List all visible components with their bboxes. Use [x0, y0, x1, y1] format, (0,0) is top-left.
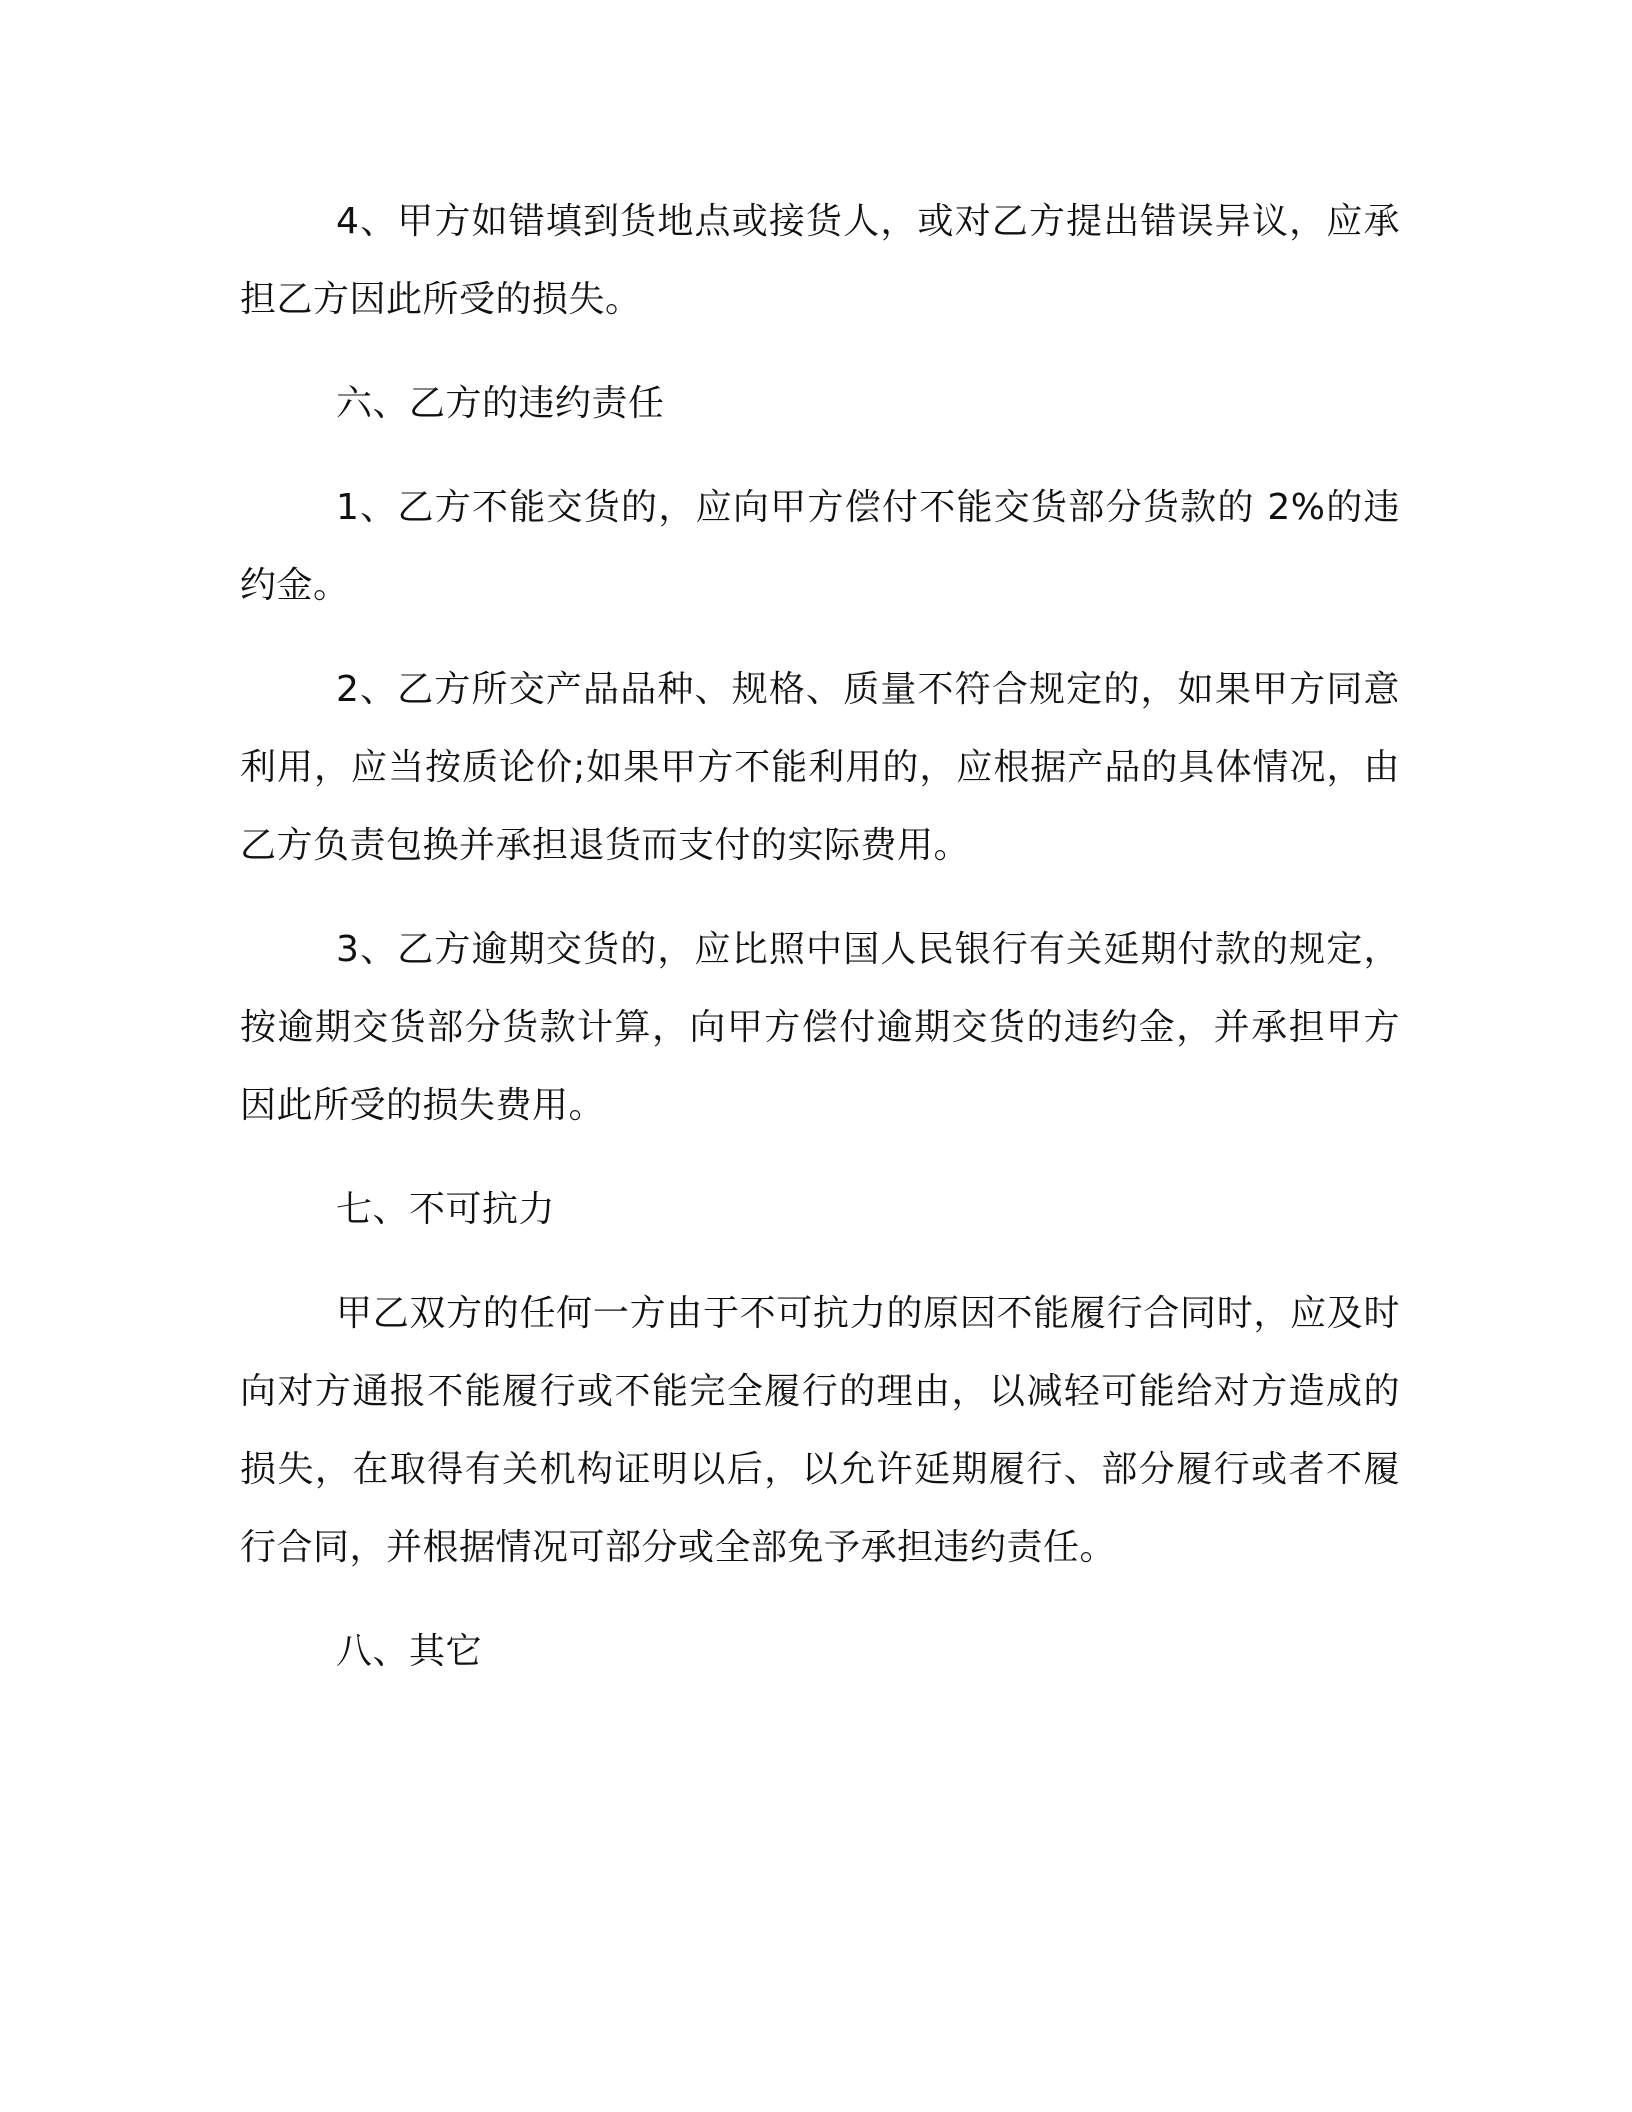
section-6-heading: 六、乙方的违约责任: [336, 383, 665, 424]
clause-6-2: 2、乙方所交产品品种、规格、质量不符合规定的，如果甲方同意利用，应当按质论价;如果甲方不能利用的，应根据产品的具体情况，由乙方负责包换并承担退货而支付的实际费用。: [240, 669, 1400, 866]
clause-6-1: 1、乙方不能交货的，应向甲方偿付不能交货部分货款的 2%的违约金。: [240, 487, 1400, 606]
clause-5-4: 4、甲方如错填到货地点或接货人，或对乙方提出错误异议，应承担乙方因此所受的损失。: [240, 201, 1400, 320]
section-8-heading: 八、其它: [336, 1631, 483, 1672]
clause-7-body: 甲乙双方的任何一方由于不可抗力的原因不能履行合同时，应及时向对方通报不能履行或不能完全履行的理由，以减轻可能给对方造成的损失，在取得有关机构证明以后，以允许延期履行、部分履行或者不履行合同，并根据情况可部分或全部免予承担违约责任。: [240, 1293, 1400, 1568]
clause-6-3: 3、乙方逾期交货的，应比照中国人民银行有关延期付款的规定，按逾期交货部分货款计算，向甲方偿付逾期交货的违约金，并承担甲方因此所受的损失费用。: [240, 929, 1400, 1126]
document-body: [240, 183, 1400, 1717]
section-7-heading: 七、不可抗力: [336, 1189, 556, 1230]
